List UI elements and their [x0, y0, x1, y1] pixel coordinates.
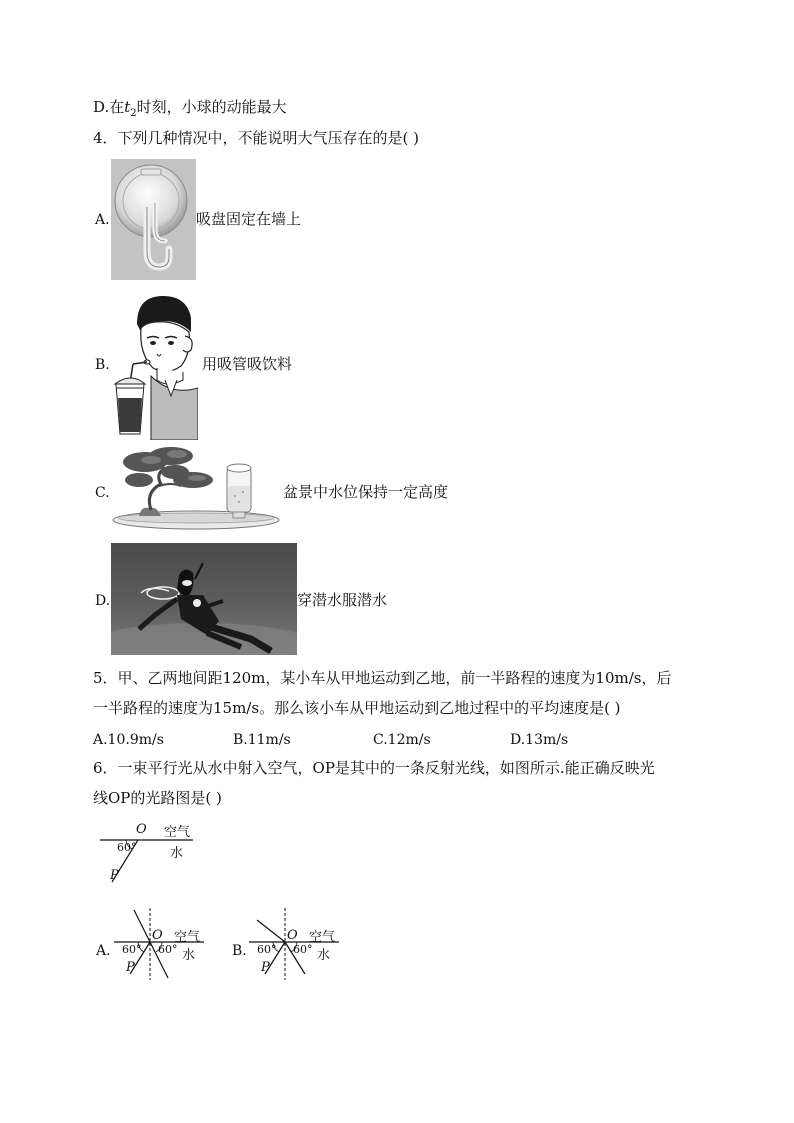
q4-option-d-label: D.	[95, 593, 111, 609]
q5-choice-b: B.11m/s	[233, 732, 291, 748]
q6-b-o: O	[287, 928, 298, 943]
q6-b-angle-right: 60°	[293, 943, 313, 956]
q6-a-water: 水	[182, 948, 196, 963]
q4-option-a-text: 吸盘固定在墙上	[196, 210, 302, 228]
q4-option-a-label: A.	[95, 212, 110, 228]
suction-cup-image	[111, 159, 196, 280]
q6-line1: 6．一束平行光从水中射入空气，OP是其中的一条反射光线，如图所示.能正确反映光	[93, 759, 655, 777]
q5-choice-d: D.13m/s	[510, 732, 569, 748]
q6-a-p: P	[126, 960, 135, 975]
q6-reference-figure	[98, 818, 198, 890]
q6-a-angle-left: 60°	[122, 943, 142, 956]
q4-option-c-label: C.	[95, 485, 110, 501]
q4-option-d-text: 穿潜水服潜水	[297, 591, 388, 609]
q6-ref-o: O	[136, 822, 147, 837]
q6-option-a-figure	[112, 908, 210, 980]
q6-option-b-figure	[247, 908, 345, 980]
q3-option-d: D.在$t_2$时刻，小球的动能最大	[93, 98, 287, 119]
q6-line2: 线OP的光路图是( )	[93, 789, 222, 807]
q6-option-a-label: A.	[96, 943, 111, 959]
q6-ref-p: P	[110, 868, 119, 883]
q4-option-b-label: B.	[95, 357, 110, 373]
q6-a-angle-right: 60°	[158, 943, 178, 956]
q5-choice-a: A.10.9m/s	[93, 732, 164, 748]
q6-b-angle-left: 60°	[257, 943, 277, 956]
q6-ref-air: 空气	[164, 825, 191, 840]
q4-option-b-text: 用吸管吸饮料	[202, 355, 293, 373]
diver-image	[111, 543, 297, 655]
q6-b-air: 空气	[309, 930, 336, 945]
q6-a-o: O	[152, 928, 163, 943]
q6-b-water: 水	[317, 948, 331, 963]
q6-b-p: P	[261, 960, 270, 975]
boy-straw-image	[111, 292, 198, 440]
q5-line2: 一半路程的速度为15m/s。那么该小车从甲地运动到乙地过程中的平均速度是( )	[93, 699, 621, 717]
q5-choice-c: C.12m/s	[373, 732, 431, 748]
q4-option-c-text: 盆景中水位保持一定高度	[283, 483, 449, 501]
q6-ref-water: 水	[170, 846, 184, 861]
bonsai-image	[111, 446, 281, 532]
q5-line1: 5．甲、乙两地间距120m，某小车从甲地运动到乙地，前一半路程的速度为10m/s，后	[93, 669, 672, 687]
q6-option-b-label: B.	[232, 943, 247, 959]
q6-ref-angle: 60°	[117, 841, 137, 854]
q6-a-air: 空气	[174, 930, 201, 945]
q4-stem: 4．下列几种情况中，不能说明大气压存在的是( )	[93, 129, 420, 147]
